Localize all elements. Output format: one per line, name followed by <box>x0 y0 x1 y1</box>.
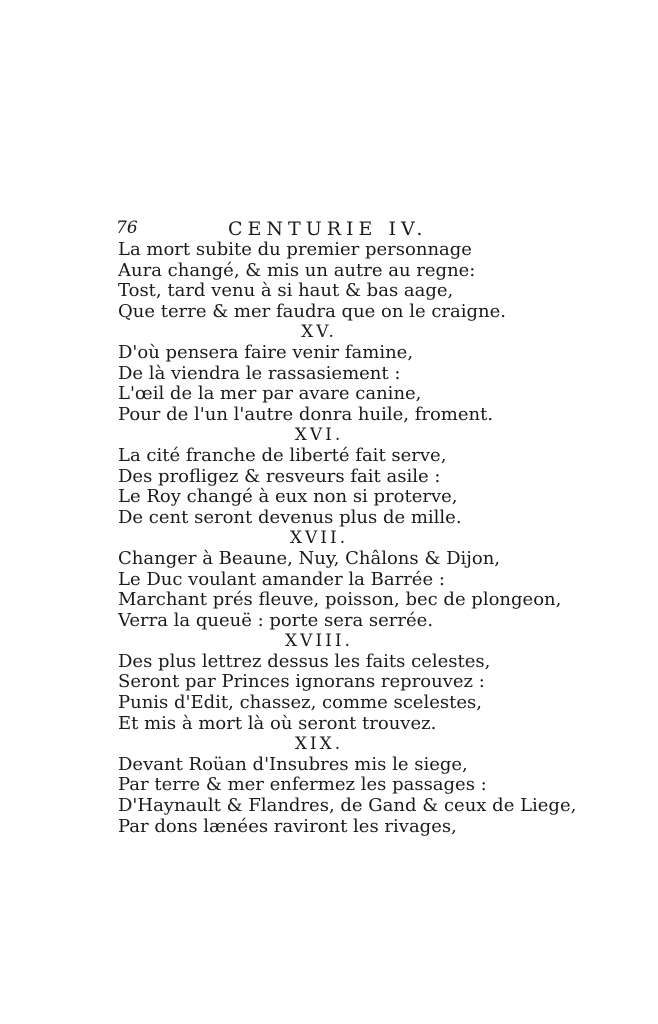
verse-line: De là viendra le rassasiement : <box>118 362 401 384</box>
quatrain-numeral: XVII. <box>289 528 349 549</box>
verse-line: Marchant prés fleuve, poisson, bec de plongeon, <box>118 589 562 611</box>
verse-line: La cité franche de liberté fait serve, <box>118 444 447 466</box>
verse-line: L'œil de la mer par avare canine, <box>118 383 422 405</box>
verse-line: Le Duc voulant amander la Barrée : <box>118 568 445 590</box>
verse-line: Seront par Princes ignorans reprouvez : <box>118 671 485 693</box>
quatrain-list <box>118 239 577 837</box>
verse-line: Des plus lettrez dessus les faits celestes, <box>118 650 491 672</box>
verse-line: Devant Roüan d'Insubres mis le siege, <box>118 753 468 775</box>
verse-line: Le Roy changé à eux non si proterve, <box>118 486 458 508</box>
verse-line: Et mis à mort là où seront trouvez. <box>118 712 437 734</box>
verse-line: Par terre & mer enfermez les passages : <box>118 774 487 796</box>
verse-line: Punis d'Edit, chassez, comme scelestes, <box>118 692 482 714</box>
running-title: CENTURIE IV. <box>228 218 428 240</box>
verse-line: Aura changé, & mis un autre au regne: <box>118 259 476 281</box>
verse-line: Pour de l'un l'autre donra huile, froment. <box>118 403 494 425</box>
quatrain-numeral: XVI. <box>294 425 344 446</box>
verse-line: Par dons lænées raviront les rivages, <box>118 815 457 837</box>
quatrain-numeral: XV. <box>301 322 337 343</box>
verse-line: Des profligez & resveurs fait asile : <box>118 465 441 487</box>
verse-line: De cent seront devenus plus de mille. <box>118 506 462 528</box>
verse-line: Changer à Beaune, Nuy, Châlons & Dijon, <box>118 547 501 569</box>
verse-line: Tost, tard venu à si haut & bas aage, <box>118 280 454 302</box>
verse-line: Verra la queuë : porte sera serrée. <box>118 609 434 631</box>
verse-line: La mort subite du premier personnage <box>118 239 472 260</box>
verse-line: D'Haynault & Flandres, de Gand & ceux de Liege, <box>118 795 577 817</box>
quatrain-numeral: XIX. <box>294 734 344 755</box>
verse-line: D'où pensera faire venir famine, <box>118 341 414 363</box>
quatrain-numeral: XVIII. <box>285 631 353 652</box>
verse-line: Que terre & mer faudra que on le craigne. <box>118 300 506 322</box>
page-number: 76 <box>116 218 138 238</box>
